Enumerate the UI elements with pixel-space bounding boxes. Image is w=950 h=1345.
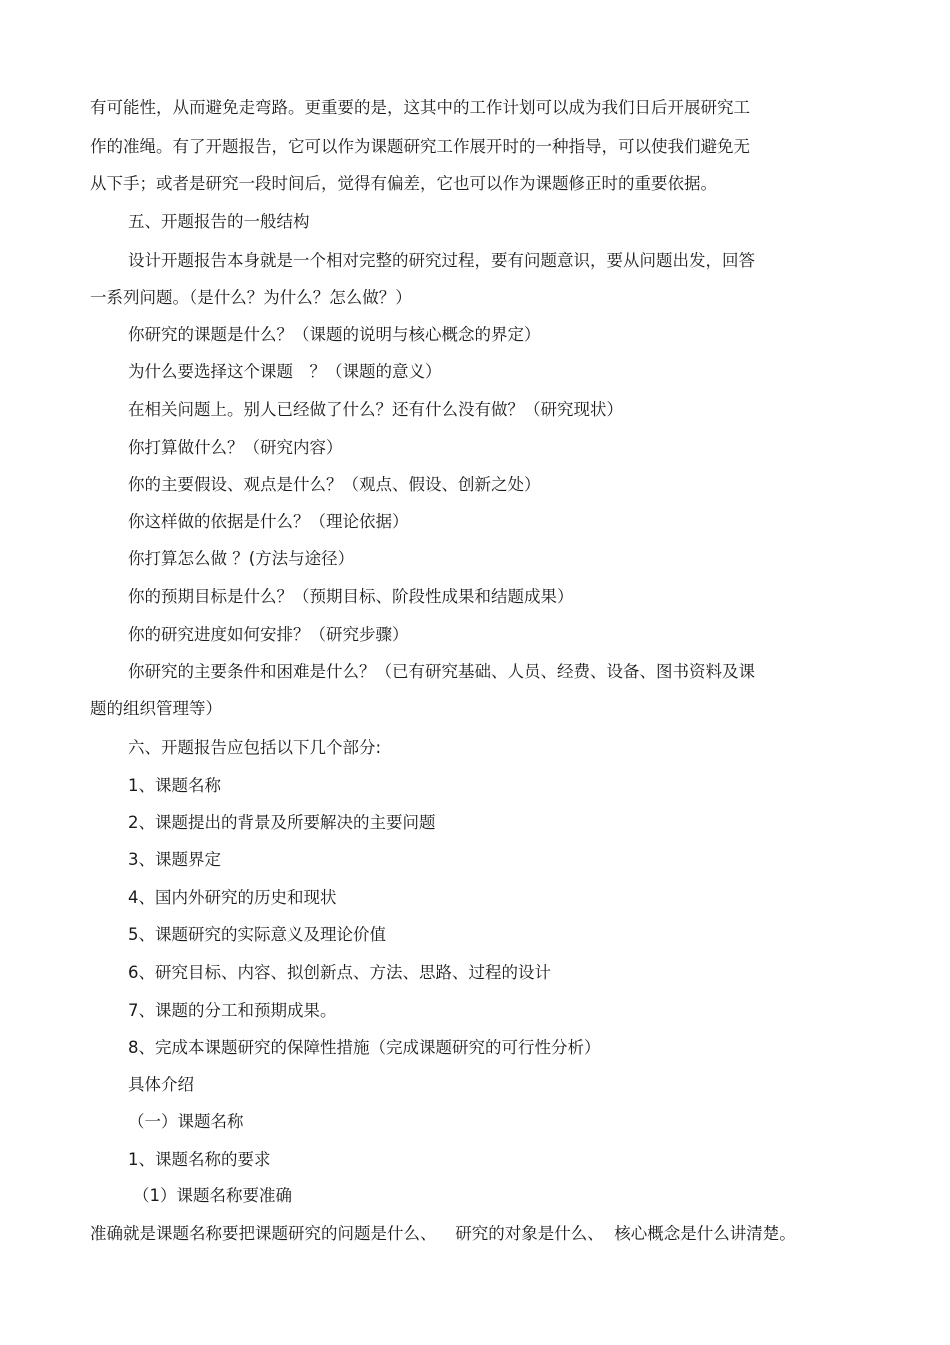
list-item: 4、国内外研究的历史和现状 [128, 888, 337, 907]
question-line: 你打算做什么？（研究内容） [128, 438, 343, 457]
question-line: 在相关问题上。别人已经做了什么？还有什么没有做？（研究现状） [128, 400, 623, 419]
text-line: 设计开题报告本身就是一个相对完整的研究过程，要有问题意识，要从问题出发，回答 [128, 251, 755, 270]
text-line: 有可能性，从而避免走弯路。更重要的是，这其中的工作计划可以成为我们日后开展研究工 [90, 98, 750, 117]
question-line: 你研究的课题是什么？（课题的说明与核心概念的界定） [128, 325, 541, 344]
question-line: 为什么要选择这个课题 ？（课题的意义） [128, 362, 442, 381]
list-item: （1）课题名称要准确 [133, 1186, 292, 1205]
question-line: 你打算怎么做 ？(方法与途径） [128, 549, 355, 568]
list-item: 6、研究目标、内容、拟创新点、方法、思路、过程的设计 [128, 963, 551, 982]
sub-heading: （一）课题名称 [128, 1112, 244, 1131]
question-line: 你研究的主要条件和困难是什么？（已有研究基础、人员、经费、设备、图书资料及课 [128, 662, 755, 681]
list-item: 7、课题的分工和预期成果。 [128, 1001, 337, 1020]
list-item: 3、课题界定 [128, 850, 221, 869]
list-item: 5、课题研究的实际意义及理论价值 [128, 925, 386, 944]
question-line: 你的预期目标是什么？（预期目标、阶段性成果和结题成果） [128, 587, 574, 606]
list-item: 1、课题名称的要求 [128, 1150, 271, 1169]
text-line: 一系列问题。（是什么？为什么？怎么做？） [90, 288, 412, 307]
text-line: 作的准绳。有了开题报告，它可以作为课题研究工作展开时的一种指导，可以使我们避免无 [90, 137, 750, 156]
list-item: 1、课题名称 [128, 776, 221, 795]
text-line: 题的组织管理等） [90, 699, 222, 718]
question-line: 你这样做的依据是什么？（理论依据） [128, 512, 409, 531]
section-heading: 六、开题报告应包括以下几个部分: [128, 738, 382, 757]
section-heading: 五、开题报告的一般结构 [128, 212, 310, 231]
question-line: 你的研究进度如何安排？（研究步骤） [128, 625, 409, 644]
list-item: 2、课题提出的背景及所要解决的主要问题 [128, 813, 436, 832]
list-item: 8、完成本课题研究的保障性措施（完成课题研究的可行性分析） [128, 1038, 601, 1057]
text-line: 准确就是课题名称要把课题研究的问题是什么、 研究的对象是什么、 核心概念是什么讲清楚。 [90, 1224, 796, 1243]
text-line: 从下手；或者是研究一段时间后，觉得有偏差，它也可以作为课题修正时的重要依据。 [90, 174, 717, 193]
section-heading: 具体介绍 [128, 1075, 194, 1094]
question-line: 你的主要假设、观点是什么？（观点、假设、创新之处） [128, 475, 541, 494]
